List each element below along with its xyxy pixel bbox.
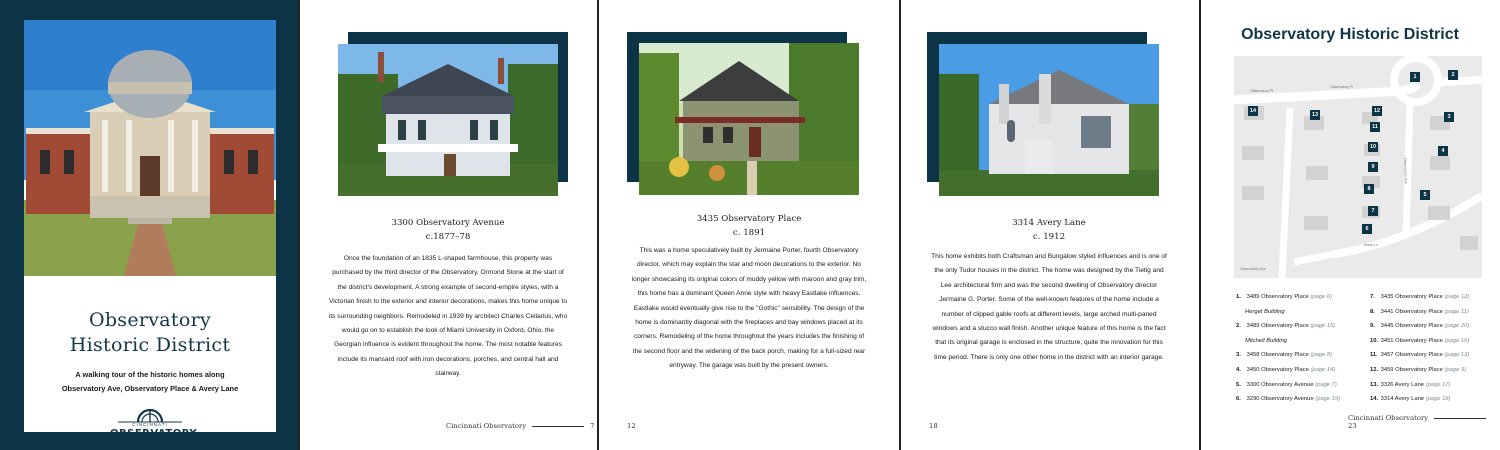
map-marker[interactable]: 14 — [1249, 108, 1257, 114]
cover-subtitle: A walking tour of the historic homes along Observatory Ave, Observatory Place & Avery Lane — [61, 370, 239, 393]
map-marker[interactable]: 8 — [1364, 184, 1374, 194]
map-marker[interactable]: 13 — [1311, 112, 1319, 118]
map-legend-right — [1370, 290, 1469, 407]
page-number: 23 — [1348, 422, 1357, 430]
page-3300-observatory-avenue — [300, 0, 597, 450]
map-marker[interactable]: 3 — [1444, 112, 1454, 122]
cover-title: Observatory Historic District — [69, 309, 231, 356]
legend-item: 8. 3441 Observatory Place (page 11) — [1370, 308, 1469, 315]
district-map — [1234, 56, 1482, 278]
legend-item: 5. 3300 Observatory Avenue (page 7) — [1236, 381, 1337, 388]
logo-text: OBSERVATORY — [110, 428, 198, 439]
legend-item: 2. 3489 Observatory Place (page 15) — [1236, 323, 1336, 330]
legend-item: 6. 3290 Observatory Avenue (page 19) — [1236, 396, 1341, 403]
svg-text:Observatory Pl: Observatory Pl — [1330, 85, 1354, 89]
svg-text:Observatory Ave: Observatory Ave — [1240, 267, 1266, 271]
logo-small-text: CINCINNATI — [132, 422, 168, 427]
cover-photo-observatory — [24, 20, 276, 276]
cover-card — [24, 20, 276, 439]
footer-rule — [1434, 418, 1486, 419]
map-marker[interactable]: 2 — [1448, 70, 1458, 80]
house-description: Once the foundation of an 1835 L-shaped farmhouse, this property was purchased by the third director of the Observatory, Ormond Stone at the start of the district's development. A strong example of second-empire styles, with a Victorian finish to the exterior and interior decorations, makes this home unique to its surrounding neighbors. Remodeled in 1939 by architect Charles Cellarius, who would go on to establish the look of Miami University in Oxford, Ohio, the Georgian influence is evident throughout the home. The most notable features include its mansard roof with iron decorations, porches, and central hall and stairway. — [328, 255, 568, 378]
map-page-title: Observatory Historic District — [1241, 26, 1459, 43]
page-footer — [446, 422, 594, 430]
legend-item: 9. 3445 Observatory Place (page 20) — [1370, 323, 1470, 330]
legend-item: 10. 3451 Observatory Place (page 16) — [1370, 337, 1470, 344]
cincinnati-observatory-logo — [110, 404, 198, 444]
observatory-dome-icon — [110, 404, 190, 424]
footer-label: Cincinnati Observatory — [1348, 414, 1429, 422]
map-marker[interactable]: 5 — [1420, 190, 1430, 200]
footer-rule — [532, 426, 584, 427]
legend-subitem: Mitchell Building — [1245, 337, 1287, 344]
page-3314-avery-lane — [901, 0, 1199, 450]
house-description: This was a home speculatively built by Jermaine Porter, fourth Observatory director, which may explain the star and moon decorations to the exterior. No longer showcasing its original colors of muddy yellow with maroon and gray trim, this home has a dominant Queen Anne style with heavy Eastlake influences. Eastlake would eventually give rise to the "Gothic" sensibility. The design of the home is dominantly diagonal with the fireplaces and bay windows placed at its corners. Remodeling of the home throughout the years includes the finishing of the second floor and the widening of the back porch, making for a full-sized rear entryway. The garage was built by the present owners. — [631, 247, 867, 370]
page-number: 7 — [590, 422, 595, 430]
map-marker[interactable]: 10 — [1369, 144, 1377, 150]
house-photo-3300-observatory-ave — [338, 44, 558, 196]
legend-item: 14. 3314 Avery Lane (page 18) — [1370, 396, 1451, 403]
page-number: 12 — [627, 422, 636, 430]
map-marker[interactable]: 12 — [1373, 108, 1381, 114]
legend-item: 1. 3489 Observatory Place (page 6) — [1236, 294, 1333, 300]
house-photo-3314-avery-ln — [939, 44, 1159, 196]
cover-page — [0, 0, 298, 450]
map-page-footer — [1348, 414, 1500, 430]
page-number: 18 — [929, 422, 938, 430]
legend-item: 7. 3435 Observatory Place (page 12) — [1370, 294, 1470, 300]
map-marker[interactable]: 11 — [1370, 122, 1380, 132]
map-marker[interactable]: 1 — [1410, 72, 1420, 82]
map-marker[interactable]: 7 — [1368, 206, 1378, 216]
svg-text:Avery Ln: Avery Ln — [1364, 243, 1378, 247]
page-3435-observatory-place — [599, 0, 899, 450]
map-marker[interactable]: 6 — [1362, 224, 1372, 234]
legend-item: 4. 3450 Observatory Place (page 14) — [1236, 366, 1336, 373]
map-marker[interactable]: 9 — [1368, 162, 1378, 172]
legend-item: 11. 3457 Observatory Place (page 13) — [1370, 352, 1470, 359]
house-title: 3300 Observatory Avenue c.1877–78 — [391, 218, 505, 242]
legend-item: 3. 3458 Observatory Place (page 8) — [1236, 352, 1333, 359]
house-description: This home exhibits both Craftsman and Bungalow styled influences and is one of the only Tudor houses in the district. The home was designed by the Tietig and Lee architectural firm and was the second dwelling of Observatory director Jermaine G. Porter. Some of the well-known features of the home include a number of clipped gable roofs at different levels, large arched multi-paned windows and a stucco wall finish. Another unique feature of this home is the fact that its original garage is enclosed in the structure, quite the innovation for this time period. There is only one other home in the district with an interior garage. — [931, 253, 1167, 361]
footer-label: Cincinnati Observatory — [446, 422, 527, 430]
svg-text:Observatory Ave: Observatory Ave — [1403, 157, 1408, 184]
map-marker[interactable]: 4 — [1438, 146, 1448, 156]
svg-text:Observatory Pl: Observatory Pl — [1250, 89, 1274, 93]
house-title: 3314 Avery Lane c. 1912 — [1012, 218, 1086, 242]
legend-item: 12. 3459 Observatory Place (page 9) — [1370, 366, 1467, 373]
map-legend-left — [1236, 290, 1340, 407]
house-title: 3435 Observatory Place c. 1891 — [696, 214, 802, 238]
legend-item: 13. 3326 Avery Lane (page 17) — [1370, 381, 1451, 388]
street-map — [1234, 56, 1482, 278]
legend-subitem: Herget Building — [1245, 308, 1285, 315]
house-photo-3435-observatory-pl — [639, 43, 859, 195]
